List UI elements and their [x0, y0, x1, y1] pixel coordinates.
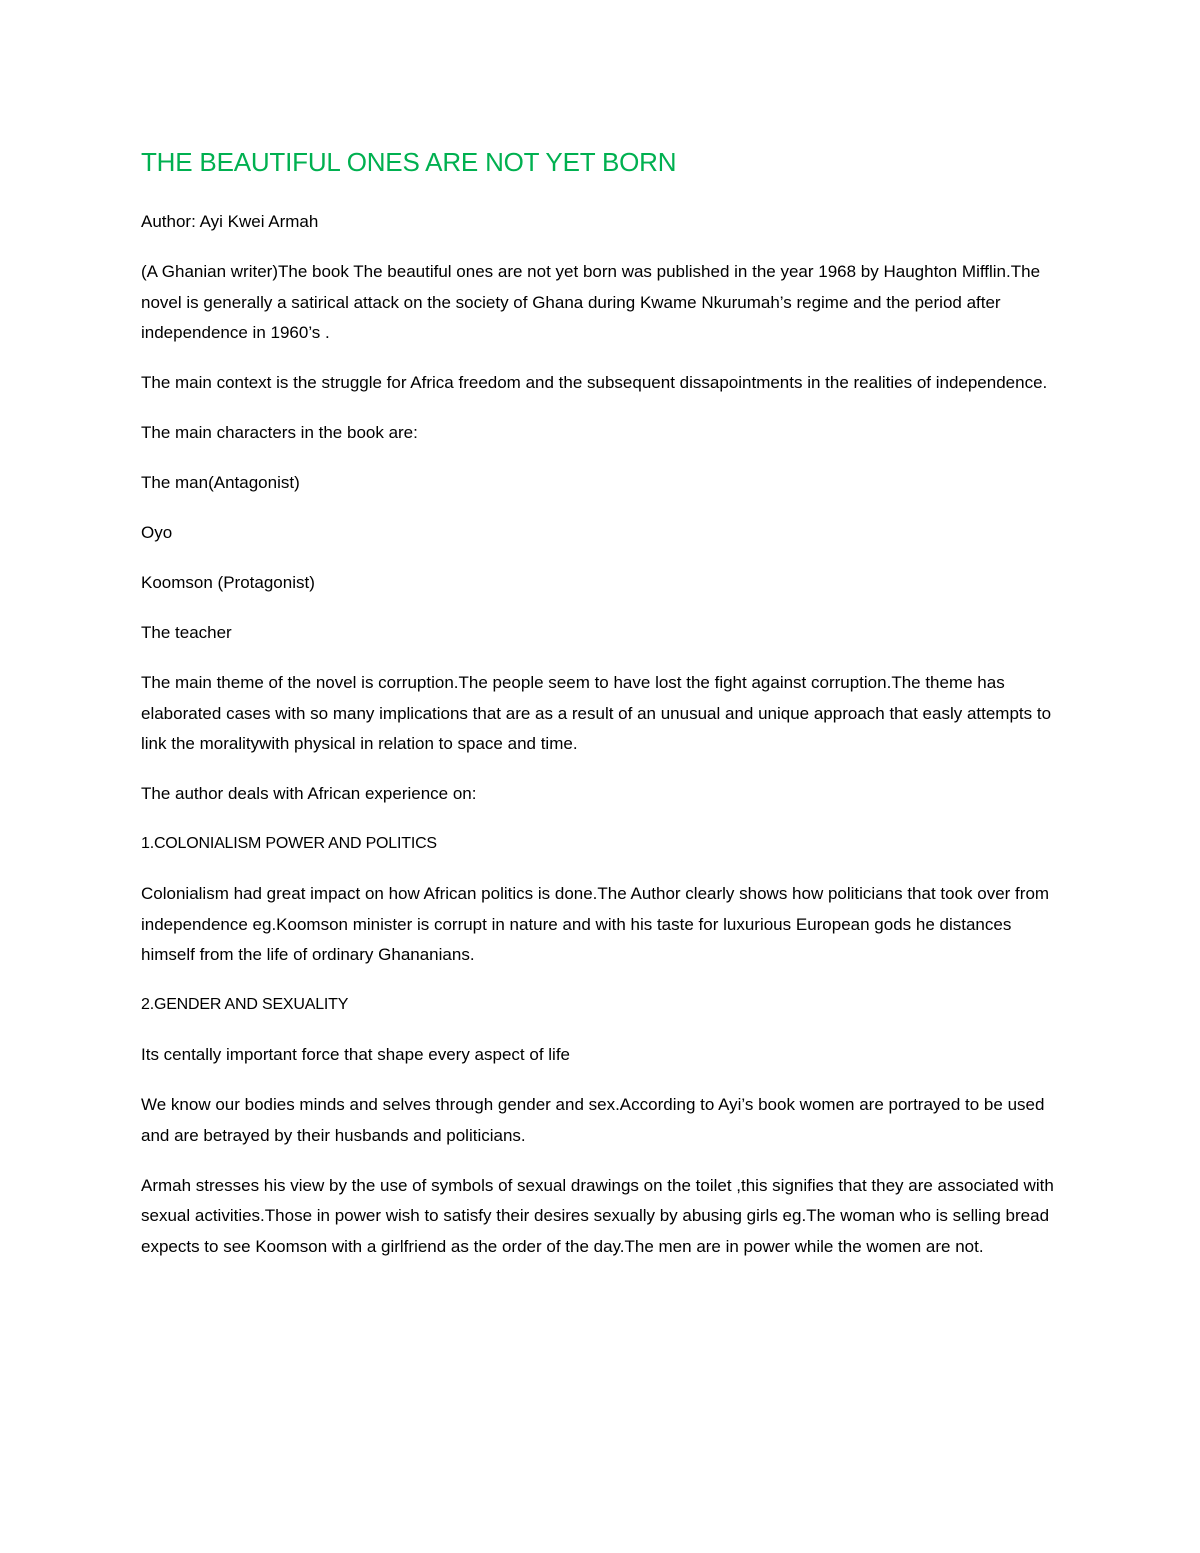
context-paragraph: The main context is the struggle for Africa freedom and the subsequent dissapointments in the realities of independence.: [141, 373, 1048, 392]
character-item: Oyo: [141, 523, 173, 542]
theme-paragraph: The main theme of the novel is corruption.The people seem to have lost the fight against corruption.The theme has elaborated cases with so many implications that are as a result of an unusual and unique approach that easly attempts to link the moralitywith physical in relation to space and time.: [141, 673, 1052, 753]
character-item: The teacher: [141, 623, 232, 642]
document-title: THE BEAUTIFUL ONES ARE NOT YET BORN: [141, 147, 677, 177]
character-item: The man(Antagonist): [141, 473, 300, 492]
gender-paragraph: Its centally important force that shape every aspect of life: [141, 1045, 570, 1064]
character-item: Koomson (Protagonist): [141, 573, 315, 592]
colonialism-paragraph: Colonialism had great impact on how African politics is done.The Author clearly shows how politicians that took over from independence eg.Koomson minister is corrupt in nature and with his taste for luxurious European gods he distances himself from the life of ordinary Ghananians.: [141, 884, 1050, 964]
gender-paragraph: We know our bodies minds and selves through gender and sex.According to Ayi’s book women are portrayed to be used and are betrayed by their husbands and politicians.: [141, 1095, 1045, 1145]
intro-paragraph: (A Ghanian writer)The book The beautiful ones are not yet born was published in the year 1968 by Haughton Mifflin.The novel is generally a satirical attack on the society of Ghana during Kwame Nkurumah’s regime and the period after independence in 1960’s .: [141, 262, 1041, 342]
experience-intro: The author deals with African experience on:: [141, 784, 477, 803]
document-body: [141, 143, 1061, 1282]
characters-intro: The main characters in the book are:: [141, 423, 418, 442]
gender-paragraph: Armah stresses his view by the use of symbols of sexual drawings on the toilet ,this signifies that they are associated with sexual activities.Those in power wish to satisfy their desires sexually by abusing girls eg.The woman who is selling bread expects to see Koomson with a girlfriend as the order of the day.The men are in power while the women are not.: [141, 1175, 1054, 1256]
author-line: Author: Ayi Kwei Armah: [141, 212, 319, 231]
section-heading-colonialism: 1.COLONIALISM POWER AND POLITICS: [141, 835, 437, 852]
section-heading-gender: 2.GENDER AND SEXUALITY: [141, 996, 349, 1013]
